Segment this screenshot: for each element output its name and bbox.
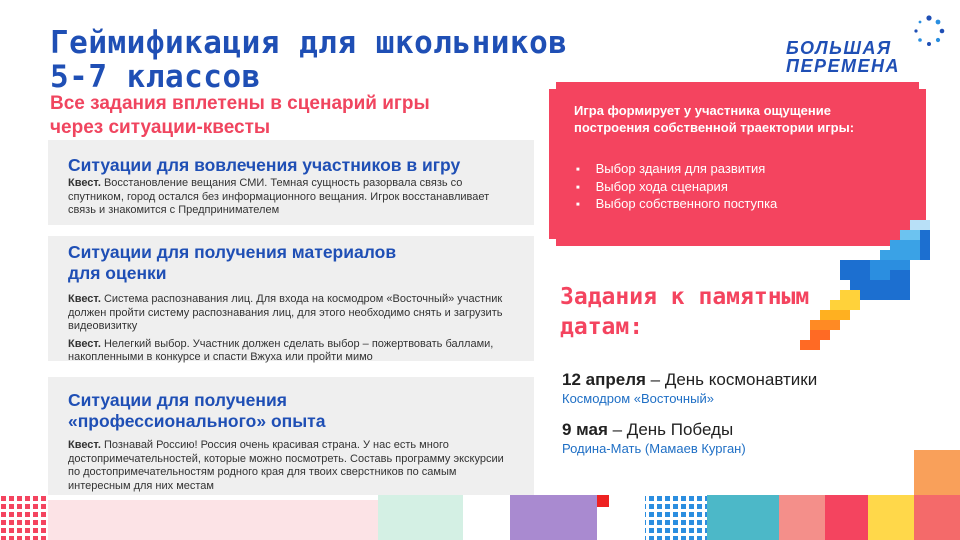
quest-label: Квест. bbox=[68, 337, 101, 350]
card-materials bbox=[48, 236, 534, 361]
quest-text: Нелегкий выбор. Участник должен сделать выбор – пожертвовать баллами, накопленными в конкурсе и спасти Вжуха или пройти мимо bbox=[68, 337, 494, 363]
card-title-line-1: Ситуации для получения материалов bbox=[68, 242, 397, 262]
card-quest bbox=[68, 338, 514, 365]
quest-label: Квест. bbox=[68, 177, 101, 189]
event: – День Победы bbox=[607, 420, 734, 439]
card-title: Ситуации для вовлечения участников в игру bbox=[68, 155, 461, 175]
subtitle-line-1: Все задания вплетены в сценарий игры bbox=[50, 93, 430, 114]
event: – День космонавтики bbox=[645, 370, 818, 389]
card-quest bbox=[68, 293, 514, 334]
page-subtitle bbox=[50, 92, 430, 140]
title-line-2: 5-7 классов bbox=[50, 59, 261, 95]
title-line-1: Геймификация для школьников bbox=[50, 25, 568, 61]
dates-title-line-2: датам: bbox=[560, 314, 644, 340]
date-entry bbox=[562, 420, 733, 440]
card-quest bbox=[68, 177, 514, 218]
game-box-intro: Игра формирует у участника ощущение построения собственной траектории игры: bbox=[574, 103, 855, 135]
memorable-dates-title bbox=[560, 282, 809, 342]
quest-text: Система распознавания лиц. Для входа на космодром «Восточный» участник должен пройти систему распознавания лиц, для этого необходимо снять и загрузить видеовизитку bbox=[68, 293, 503, 332]
card-title-line-1: Ситуации для получения bbox=[68, 390, 287, 410]
pixel-color-strip bbox=[0, 495, 960, 540]
card-title-line-2: «профессионального» опыта bbox=[68, 411, 326, 431]
quest-text: Познавай Россию! Россия очень красивая страна. У нас есть много достопримечательностей, которые можно посмотреть. Составь программу экскурсии по достопримечательностям родного края для твоих сверстников по самым интересным для них местам bbox=[68, 439, 504, 492]
card-engagement bbox=[48, 140, 534, 225]
card-quest bbox=[68, 439, 514, 493]
card-title-line-2: для оценки bbox=[68, 263, 167, 283]
quest-label: Квест. bbox=[68, 293, 101, 305]
date: 9 мая bbox=[562, 420, 608, 439]
logo-line-1: БОЛЬШАЯ bbox=[786, 38, 892, 58]
date-place: Родина-Мать (Мамаев Курган) bbox=[562, 441, 746, 456]
subtitle-line-2: через ситуации-квесты bbox=[50, 117, 271, 138]
logo-dots-icon bbox=[912, 14, 946, 48]
logo bbox=[786, 39, 900, 75]
page-title bbox=[50, 26, 567, 94]
date-entry bbox=[562, 370, 817, 390]
quest-text: Восстановление вещания СМИ. Темная сущность разорвала связь со спутником, город остался без информационного вещания. Игрок восстанавливает связь и знакомится с Предпринимателем bbox=[68, 177, 490, 216]
logo-line-2: ПЕРЕМЕНА bbox=[786, 56, 900, 76]
date: 12 апреля bbox=[562, 370, 646, 389]
date-place: Космодром «Восточный» bbox=[562, 391, 714, 406]
quest-label: Квест. bbox=[68, 439, 101, 451]
card-title bbox=[68, 390, 514, 432]
dates-title-line-1: Задания к памятным bbox=[560, 284, 810, 310]
decor-block bbox=[914, 450, 960, 495]
card-title bbox=[68, 242, 514, 284]
pixel-rocket-icon bbox=[800, 220, 940, 360]
card-professional bbox=[48, 377, 534, 495]
list-item: ■ Выбор хода сценария bbox=[576, 179, 777, 197]
list-item: ■ Выбор собственного поступка bbox=[576, 196, 777, 214]
game-box-list bbox=[576, 161, 777, 214]
list-item: ■ Выбор здания для развития bbox=[576, 161, 777, 179]
